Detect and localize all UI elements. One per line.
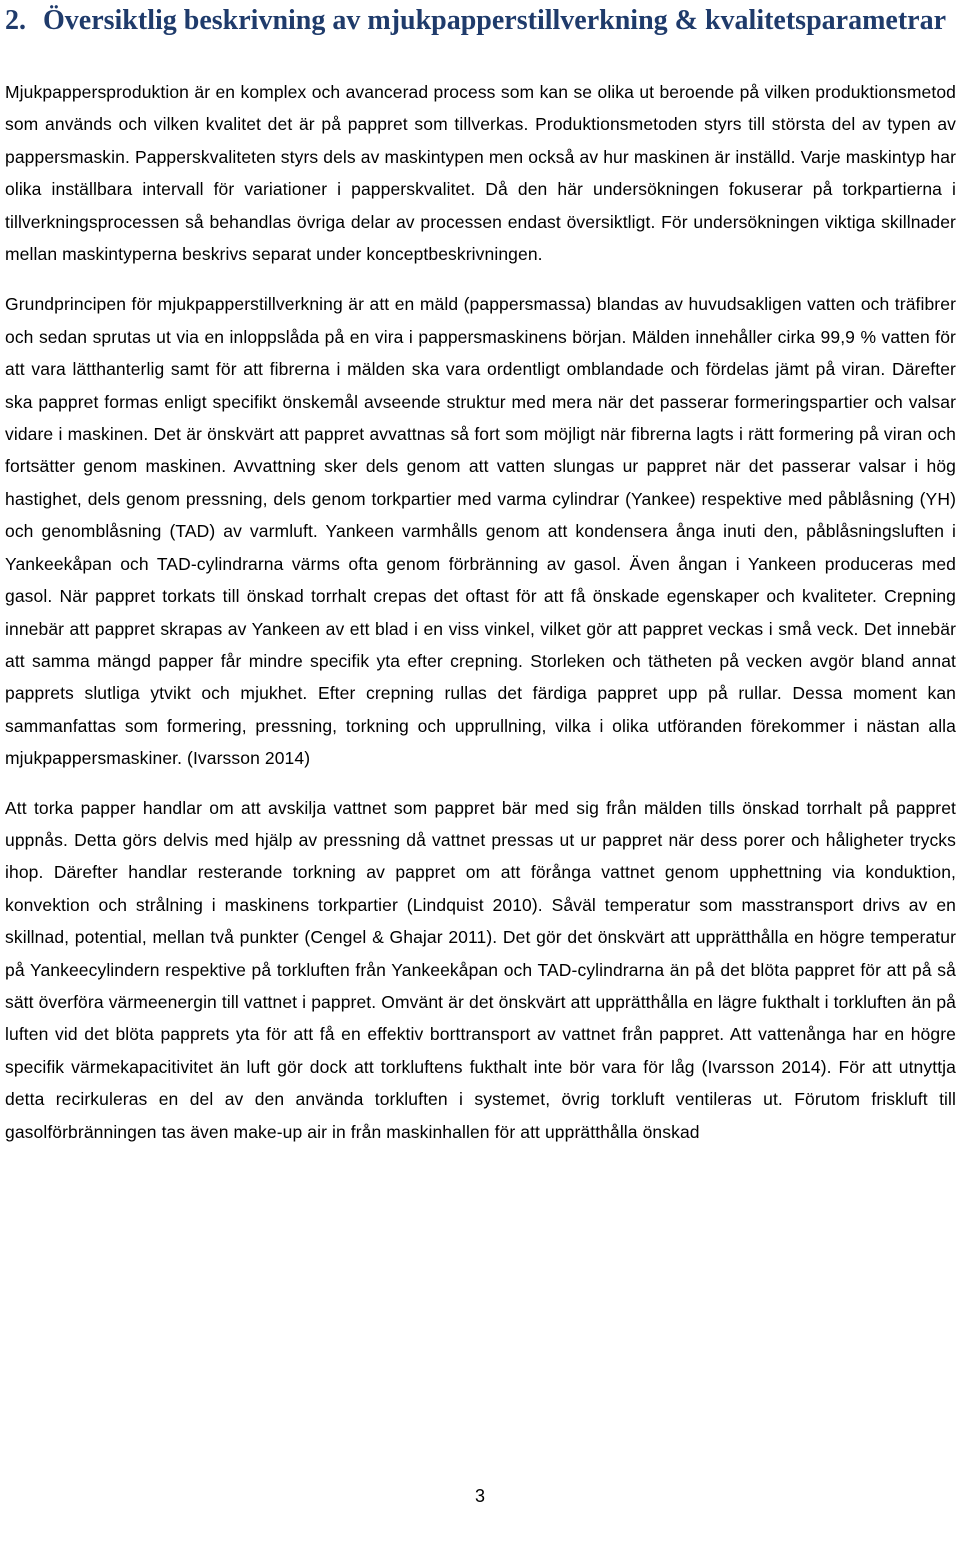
- section-number: 2.: [5, 5, 26, 36]
- page-number: 3: [474, 1486, 485, 1506]
- section-title: Översiktlig beskrivning av mjukpapperstillverkning & kvalitetsparametrar: [43, 5, 946, 36]
- paragraph-principle: Grundprincipen för mjukpapperstillverkning är att en mäld (pappersmassa) blandas av huvudsakligen vatten och träfibrer och sedan sprutas ut via en inloppslåda på en vira i pappersmaskinens början. Mälden innehåller cirka 99,9 % vatten för att vara lätthanterlig samt för att fibrerna i mälden ska vara ordentligt omblandade och fördelas jämt på viran. Därefter ska pappret formas enligt specifikt önskemål avseende struktur med mera när det passerar formeringspartier och valsar vidare i maskinen. Det är önskvärt att pappret avvattnas så fort som möjligt när fibrerna lagts i rätt formering på viran och fortsätter genom maskinen. Avvattning sker dels genom att vatten slungas ur pappret när det passerar valsar i hög hastighet, dels genom pressning, dels genom torkpartier med varma cylindrar (Yankee) respektive med påblåsning (YH) och genomblåsning (TAD) av varmluft. Yankeen varmhålls genom att kondensera ånga inuti den, påblåsningsluften i Yankeekåpan och TAD-cylindrarna värms ofta genom förbränning av gasol. Även ångan i Yankeen produceras med gasol. När pappret torkats till önskad torrhalt crepas det oftast för att få önskade egenskaper och kvaliteter. Crepning innebär att pappret skrapas av Yankeen av ett blad i en viss vinkel, vilket gör att pappret veckas i små veck. Det innebär att samma mängd papper får mindre specifik yta efter crepning. Storleken och tätheten på vecken avgör bland annat papprets slutliga ytvikt och mjukhet. Efter crepning rullas det färdiga pappret upp på rullar. Dessa moment kan sammanfattas som formering, pressning, torkning och upprullning, vilka i olika utföranden förekommer i nästan alla mjukpappersmaskiner. (Ivarsson 2014): [5, 294, 956, 769]
- section-heading: [5, 2, 956, 40]
- paragraph-drying: Att torka papper handlar om att avskilja vattnet som pappret bär med sig från mälden tills önskad torrhalt på pappret uppnås. Detta görs delvis med hjälp av pressning då vattnet pressas ut ur pappret när dess porer och håligheter trycks ihop. Därefter handlar resterande torkning av pappret om att förånga vattnet genom upphettning via konduktion, konvektion och strålning i maskinens torkpartier (Lindquist 2010). Såväl temperatur som masstransport drivs av en skillnad, potential, mellan två punkter (Cengel & Ghajar 2011). Det gör det önskvärt att upprätthålla en högre temperatur på Yankeecylindern respektive på torkluften från Yankeekåpan och TAD-cylindrarna än på det blöta pappret för att på så sätt överföra värmeenergin till vattnet i pappret. Omvänt är det önskvärt att upprätthålla en lägre fukthalt i torkluften än på luften vid det blöta papprets yta för att få en effektiv borttransport av vattnet från pappret. Att vattenånga har en högre specifik värmekapacitivitet än luft gör dock att torkluftens fukthalt inte bör vara för låg (Ivarsson 2014). För att utnyttja detta recirkuleras en del av den använda torkluften i systemet, övrig torkluft ventileras ut. Förutom friskluft till gasolförbränningen tas även make-up air in från maskinhallen för att upprätthålla önskad: [5, 797, 956, 1142]
- paragraph-intro: Mjukpappersproduktion är en komplex och avancerad process som kan se olika ut beroende på vilken produktionsmetod som används och vilken kvalitet det är på pappret som tillverkas. Produktionsmetoden styrs till största del av typen av pappersmaskin. Papperskvaliteten styrs dels av maskintypen men också av hur maskinen är inställd. Varje maskintyp har olika inställbara intervall för variationer i papperskvalitet. Då den här undersökningen fokuserar på torkpartierna i tillverkningsprocessen så behandlas övriga delar av processen endast översiktligt. För undersökningen viktiga skillnader mellan maskintyperna beskrivs separat under konceptbeskrivningen.: [5, 82, 956, 265]
